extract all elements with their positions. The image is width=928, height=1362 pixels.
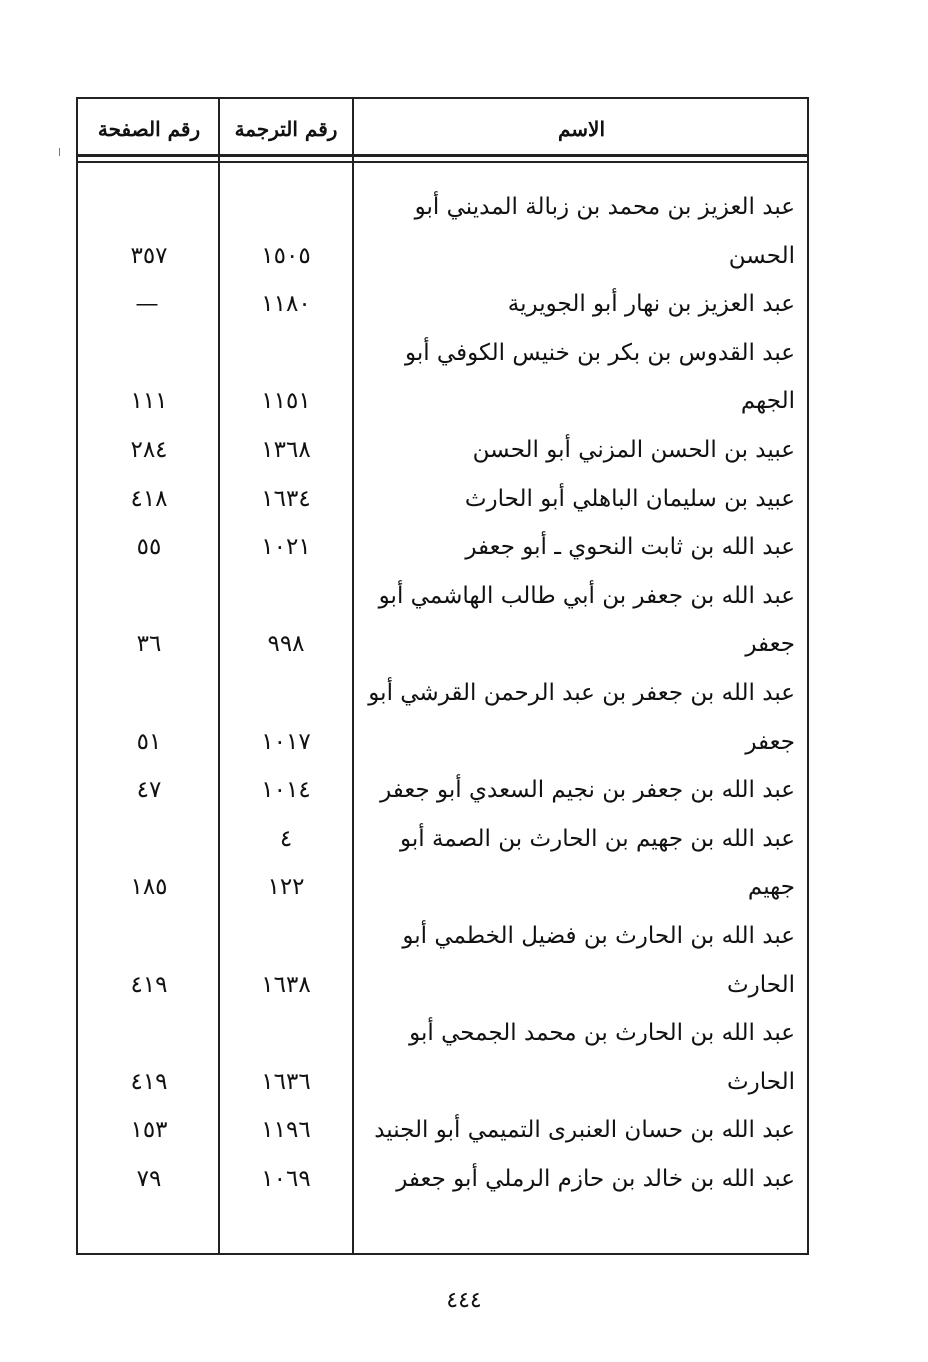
page-reference bbox=[80, 673, 218, 713]
entry-name: الجهم bbox=[740, 388, 795, 414]
header-page-number: رقم الصفحة bbox=[97, 117, 201, 141]
entry-name: عبد الله بن جعفر بن أبي طالب الهاشمي أبو bbox=[378, 583, 795, 609]
entry-number: ١٣٦٨ bbox=[261, 437, 311, 463]
entry-number bbox=[220, 1013, 352, 1053]
page-number: ٤٤٤ bbox=[446, 1288, 482, 1313]
entry-number: ٤ bbox=[279, 826, 293, 852]
entry-number: ١٠١٤ bbox=[261, 777, 311, 803]
entry-name: جعفر bbox=[745, 631, 795, 657]
entry-name: الحارث bbox=[726, 1069, 795, 1095]
entry-number: ١٠١٧ bbox=[261, 729, 311, 755]
page-reference: ١٥٣ bbox=[130, 1117, 168, 1143]
entry-name: عبد الله بن الحارث بن فضيل الخطمي أبو bbox=[402, 923, 795, 949]
entry-number bbox=[220, 333, 352, 373]
entry-name: عبد الله بن ثابت النحوي ـ أبو جعفر bbox=[465, 534, 795, 560]
entry-name: عبد الله بن جعفر بن نجيم السعدي أبو جعفر bbox=[380, 777, 795, 803]
entry-name: جهيم bbox=[747, 874, 795, 900]
entry-number: ٩٩٨ bbox=[267, 631, 305, 657]
margin-mark bbox=[59, 148, 60, 156]
page-reference: ٥١ bbox=[136, 729, 162, 755]
entry-name: عبد الله بن الحارث بن محمد الجمحي أبو bbox=[409, 1020, 795, 1046]
page-reference bbox=[80, 819, 218, 859]
entry-number: ١٦٣٨ bbox=[261, 972, 311, 998]
entry-number: ١٦٣٦ bbox=[261, 1069, 311, 1095]
table-body bbox=[78, 99, 807, 1253]
header-entry-number: رقم الترجمة bbox=[234, 117, 338, 141]
entry-number: ١٥٠٥ bbox=[261, 243, 311, 269]
entry-name: عبيد بن سليمان الباهلي أبو الحارث bbox=[464, 486, 795, 512]
entry-name: عبد الله بن جعفر بن عبد الرحمن القرشي أبو bbox=[368, 680, 795, 706]
entry-number: ١٢٢ bbox=[267, 874, 305, 900]
entry-name: عبد الله بن جهيم بن الحارث بن الصمة أبو bbox=[399, 826, 795, 852]
page-reference: ٥٥ bbox=[136, 534, 162, 560]
entry-number bbox=[220, 916, 352, 956]
page-reference bbox=[80, 916, 218, 956]
entry-name: عبد الله بن حسان العنبرى التميمي أبو الجنيد bbox=[374, 1117, 795, 1143]
page-reference: ٤١٩ bbox=[130, 972, 168, 998]
page-reference: ٧٩ bbox=[136, 1166, 162, 1192]
entry-number: ١١٨٠ bbox=[261, 291, 311, 317]
index-table bbox=[76, 97, 809, 1255]
page-reference: ٣٥٧ bbox=[130, 243, 168, 269]
entry-name: جعفر bbox=[745, 729, 795, 755]
page-reference: ١٨٥ bbox=[130, 874, 168, 900]
entry-number bbox=[220, 576, 352, 616]
page-reference bbox=[80, 333, 218, 373]
page-reference bbox=[80, 576, 218, 616]
entry-number bbox=[220, 187, 352, 227]
entry-number: ١١٥١ bbox=[261, 388, 311, 414]
entry-name: عبيد بن الحسن المزني أبو الحسن bbox=[472, 437, 795, 463]
entry-number bbox=[220, 673, 352, 713]
page-reference: ٤١٨ bbox=[130, 486, 168, 512]
entry-name: عبد العزيز بن نهار أبو الجويرية bbox=[507, 291, 795, 317]
page-reference: ٣٦ bbox=[136, 631, 162, 657]
page-reference: — bbox=[135, 291, 163, 317]
page-reference: ٤١٩ bbox=[130, 1069, 168, 1095]
entry-name: عبد العزيز بن محمد بن زبالة المديني أبو bbox=[414, 194, 795, 220]
entry-name: الحارث bbox=[726, 972, 795, 998]
entry-number: ١٠٦٩ bbox=[261, 1166, 311, 1192]
entry-name: عبد القدوس بن بكر بن خنيس الكوفي أبو bbox=[404, 340, 795, 366]
entry-number: ١١٩٦ bbox=[261, 1117, 311, 1143]
header-name: الاسم bbox=[557, 117, 606, 141]
page-reference bbox=[80, 1013, 218, 1053]
entry-number: ١٦٣٤ bbox=[261, 486, 311, 512]
page-reference: ١١١ bbox=[130, 388, 168, 414]
entry-number: ١٠٢١ bbox=[261, 534, 311, 560]
page-reference bbox=[80, 187, 218, 227]
page-reference: ٤٧ bbox=[136, 777, 162, 803]
entry-name: عبد الله بن خالد بن حازم الرملي أبو جعفر bbox=[396, 1166, 795, 1192]
page-reference: ٢٨٤ bbox=[130, 437, 168, 463]
entry-name: الحسن bbox=[728, 243, 795, 269]
